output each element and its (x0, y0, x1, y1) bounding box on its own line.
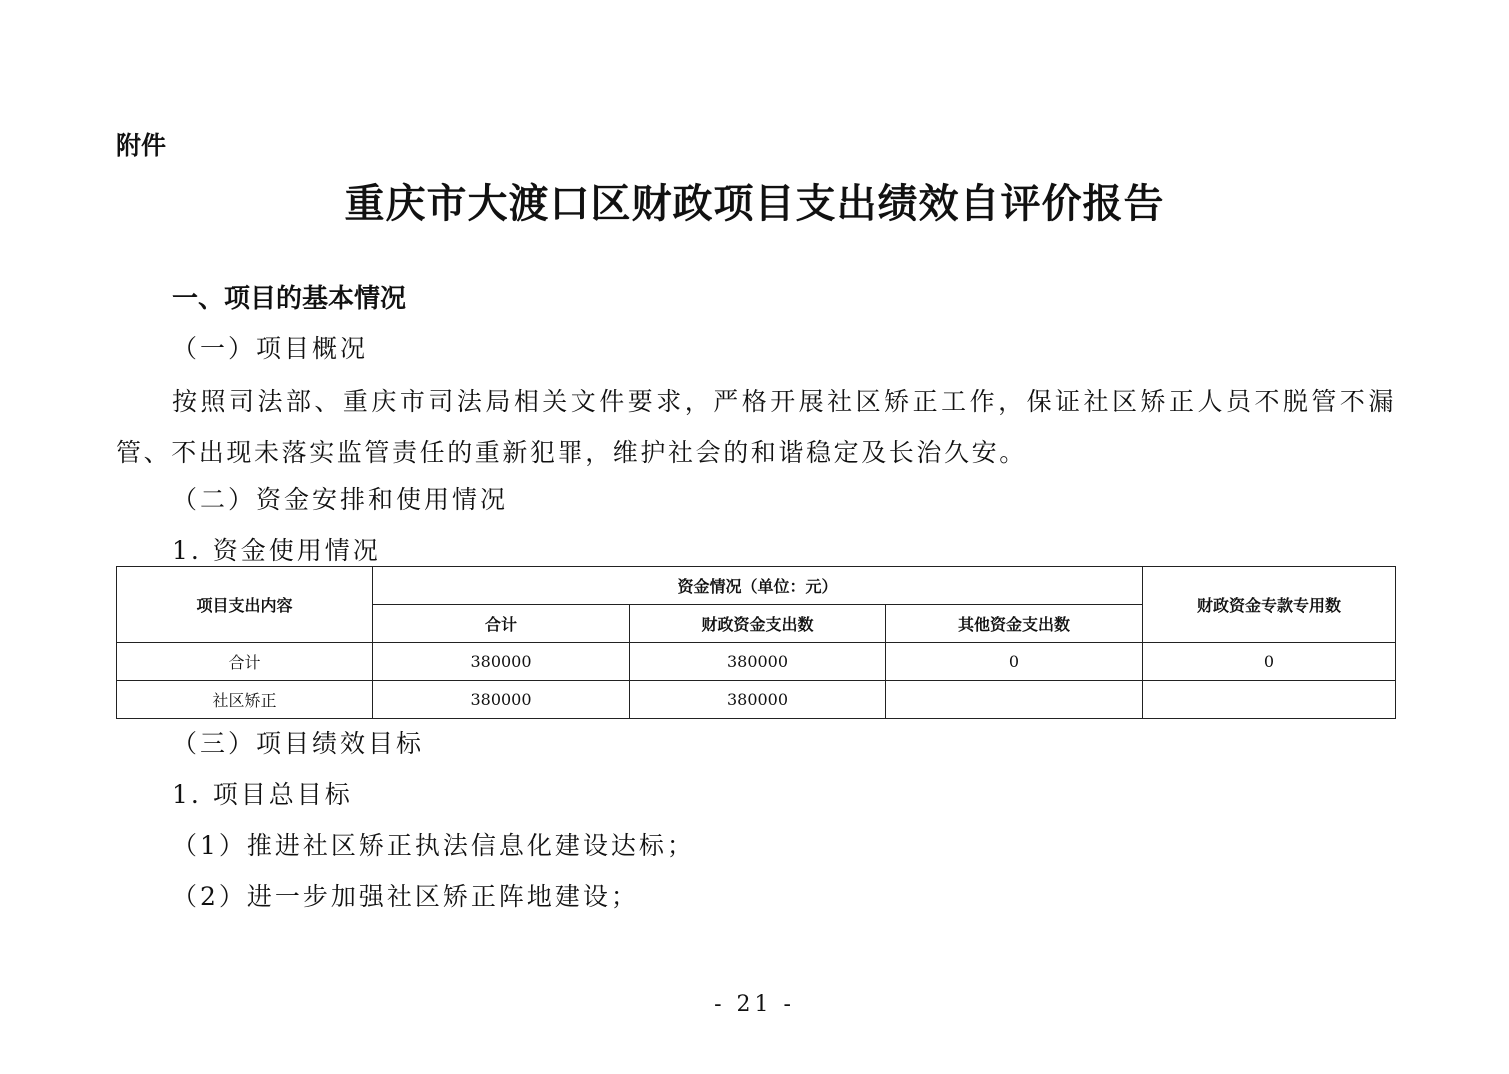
subheading-project-overview: （一）项目概况 (172, 334, 369, 363)
cell-special: 0 (1143, 643, 1396, 681)
subheading-funds-arrangement: （二）资金安排和使用情况 (172, 485, 509, 514)
cell-other (886, 681, 1143, 719)
header-fiscal-expense: 财政资金支出数 (630, 605, 886, 643)
cell-fiscal: 380000 (630, 681, 886, 719)
item-funds-usage: 1. 资金使用情况 (172, 536, 381, 565)
goal-item-1: （1）推进社区矫正执法信息化建设达标； (172, 831, 695, 860)
section-heading-basic-info: 一、项目的基本情况 (172, 284, 407, 314)
header-funds-group: 资金情况（单位：元） (373, 567, 1143, 605)
item-overall-goal: 1. 项目总目标 (172, 780, 353, 809)
page-number: - 21 - (714, 992, 795, 1017)
header-special-use: 财政资金专款专用数 (1143, 567, 1396, 643)
attachment-label: 附件 (116, 131, 167, 160)
cell-total: 380000 (373, 681, 630, 719)
cell-fiscal: 380000 (630, 643, 886, 681)
table-row (117, 643, 1396, 681)
header-content: 项目支出内容 (117, 567, 373, 643)
header-other-expense: 其他资金支出数 (886, 605, 1143, 643)
project-overview-paragraph: 按照司法部、重庆市司法局相关文件要求，严格开展社区矫正工作，保证社区矫正人员不脱管不漏管、不出现未落实监管责任的重新犯罪，维护社会的和谐稳定及长治久安。 (116, 387, 1396, 467)
cell-total: 380000 (373, 643, 630, 681)
document-title: 重庆市大渡口区财政项目支出绩效自评价报告 (344, 180, 1165, 227)
subheading-performance-goals: （三）项目绩效目标 (172, 729, 425, 758)
cell-other: 0 (886, 643, 1143, 681)
table-header-row (117, 567, 1396, 605)
cell-content: 合计 (117, 643, 373, 681)
table-row (117, 681, 1396, 719)
goal-item-2: （2）进一步加强社区矫正阵地建设； (172, 882, 639, 911)
cell-special (1143, 681, 1396, 719)
header-total: 合计 (373, 605, 630, 643)
funds-usage-table (116, 566, 1396, 719)
cell-content: 社区矫正 (117, 681, 373, 719)
